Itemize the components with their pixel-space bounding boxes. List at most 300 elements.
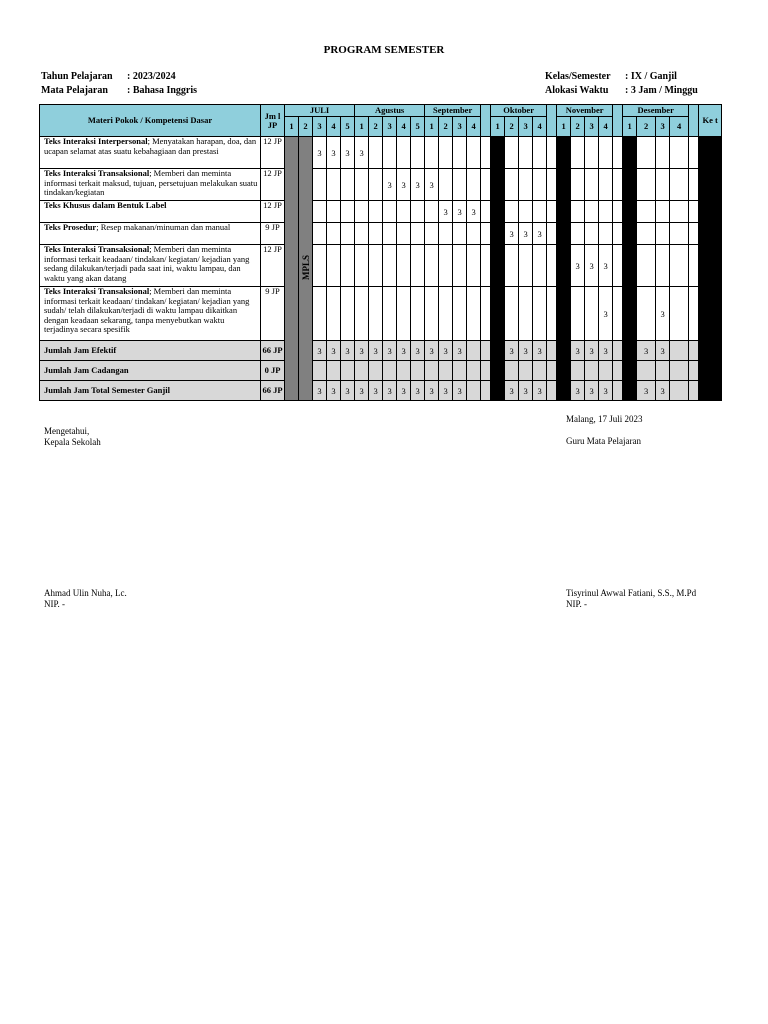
week-cell: 3 — [355, 381, 369, 401]
week-cell — [519, 169, 533, 201]
week-cell — [599, 137, 613, 169]
week-cell — [519, 245, 533, 287]
week-cell — [547, 381, 557, 401]
week-cell — [505, 169, 519, 201]
summary-row — [40, 361, 722, 381]
week-cell — [670, 245, 689, 287]
week-cell — [689, 341, 699, 361]
week-cell — [481, 381, 491, 401]
header-week: 2 — [439, 117, 453, 137]
mpls-block — [299, 137, 313, 401]
week-cell — [327, 287, 341, 341]
week-cell — [453, 169, 467, 201]
footer-left-bottom — [44, 588, 127, 610]
week-cell — [355, 201, 369, 223]
week-cell — [313, 169, 327, 201]
jp-cell: 12 JP — [261, 201, 285, 223]
week-cell — [637, 169, 656, 201]
separator — [491, 137, 505, 401]
week-cell — [481, 341, 491, 361]
week-cell — [313, 245, 327, 287]
week-cell — [613, 361, 623, 381]
week-cell: 3 — [571, 245, 585, 287]
header-week: 4 — [533, 117, 547, 137]
week-cell — [439, 223, 453, 245]
week-cell — [613, 201, 623, 223]
week-cell — [411, 361, 425, 381]
week-cell — [585, 361, 599, 381]
week-cell: 3 — [355, 137, 369, 169]
materi-desc: ; Menyatakan harapan, doa, dan ucapan selamat atas suatu kebahagiaan dan prestasi — [44, 136, 257, 156]
week-cell — [425, 245, 439, 287]
week-cell — [533, 201, 547, 223]
week-cell: 3 — [411, 341, 425, 361]
week-cell — [467, 223, 481, 245]
header-week: 4 — [327, 117, 341, 137]
week-cell: 3 — [327, 341, 341, 361]
week-cell — [656, 245, 670, 287]
week-cell — [656, 137, 670, 169]
week-cell — [425, 137, 439, 169]
week-cell: 3 — [313, 341, 327, 361]
week-cell — [571, 287, 585, 341]
header-week: 3 — [453, 117, 467, 137]
week-cell — [327, 201, 341, 223]
week-cell: 3 — [341, 381, 355, 401]
materi-cell: Jumlah Jam Total Semester Ganjil — [40, 381, 261, 401]
week-cell — [439, 245, 453, 287]
week-cell — [670, 287, 689, 341]
week-cell — [689, 169, 699, 201]
week-cell — [599, 169, 613, 201]
week-cell — [670, 341, 689, 361]
materi-title: Teks Interaksi Transaksional — [44, 244, 150, 254]
footer-left-top — [44, 426, 101, 448]
header-week: 1 — [557, 117, 571, 137]
week-cell — [689, 137, 699, 169]
separator — [699, 137, 722, 401]
week-cell: 3 — [599, 245, 613, 287]
info-label: Tahun Pelajaran — [41, 71, 113, 82]
week-cell — [411, 245, 425, 287]
week-cell — [439, 361, 453, 381]
header-week: 5 — [341, 117, 355, 137]
week-cell — [313, 201, 327, 223]
week-cell — [383, 223, 397, 245]
week-cell — [505, 137, 519, 169]
week-cell — [341, 287, 355, 341]
week-cell — [585, 137, 599, 169]
header-week: 3 — [519, 117, 533, 137]
week-cell — [467, 245, 481, 287]
materi-cell — [40, 245, 261, 287]
week-cell — [689, 381, 699, 401]
week-cell — [369, 223, 383, 245]
materi-desc: ; Memberi dan meminta informasi terkait keadaan/ tindakan/ kegiatan/ kejadian yang sudah/ telah dilakukan/terjadi di waktu lampau dikaitkan dengan keadaan sekarang, tanpa menyebutkan waktu terjadinya secara spesifik — [44, 286, 250, 334]
week-cell — [369, 287, 383, 341]
week-cell — [341, 169, 355, 201]
week-cell — [547, 137, 557, 169]
week-cell — [613, 137, 623, 169]
week-cell — [453, 287, 467, 341]
week-cell: 3 — [599, 381, 613, 401]
week-cell: 3 — [599, 341, 613, 361]
week-cell — [505, 201, 519, 223]
header-week: 5 — [411, 117, 425, 137]
table-row — [40, 287, 722, 341]
header-week: 3 — [383, 117, 397, 137]
week-cell — [439, 137, 453, 169]
materi-cell — [40, 169, 261, 201]
week-cell: 3 — [383, 169, 397, 201]
week-cell — [547, 201, 557, 223]
header-month: Oktober — [491, 105, 547, 117]
week-cell — [656, 223, 670, 245]
week-cell — [327, 223, 341, 245]
week-cell — [481, 287, 491, 341]
week-cell — [383, 201, 397, 223]
header-ket: Ke t — [699, 105, 722, 137]
week-cell — [689, 223, 699, 245]
week-cell — [637, 223, 656, 245]
summary-row — [40, 381, 722, 401]
header-week: 4 — [599, 117, 613, 137]
week-cell — [613, 245, 623, 287]
week-cell — [383, 137, 397, 169]
week-cell — [397, 137, 411, 169]
header-week: 1 — [425, 117, 439, 137]
week-cell — [369, 245, 383, 287]
separator — [613, 105, 623, 137]
materi-title: Teks Khusus dalam Bentuk Label — [44, 200, 167, 210]
jp-cell: 12 JP — [261, 137, 285, 169]
week-cell — [369, 361, 383, 381]
week-cell — [313, 287, 327, 341]
week-cell — [547, 169, 557, 201]
week-cell: 3 — [397, 381, 411, 401]
week-cell — [383, 245, 397, 287]
week-cell — [613, 169, 623, 201]
week-cell: 3 — [533, 381, 547, 401]
week-cell — [481, 201, 491, 223]
week-cell — [533, 137, 547, 169]
header-week: 2 — [505, 117, 519, 137]
week-cell — [425, 287, 439, 341]
week-cell: 3 — [453, 381, 467, 401]
materi-cell — [40, 287, 261, 341]
week-cell — [505, 287, 519, 341]
week-cell: 3 — [439, 381, 453, 401]
info-label: Alokasi Waktu — [545, 85, 609, 96]
week-cell: 3 — [637, 341, 656, 361]
week-cell — [571, 201, 585, 223]
info-left — [39, 69, 199, 99]
week-cell: 3 — [585, 381, 599, 401]
week-cell — [547, 245, 557, 287]
week-cell — [313, 223, 327, 245]
week-cell — [571, 169, 585, 201]
week-cell — [341, 223, 355, 245]
week-cell: 3 — [439, 201, 453, 223]
summary-row — [40, 341, 722, 361]
header-month: Agustus — [355, 105, 425, 117]
info-value: : Bahasa Inggris — [127, 85, 198, 96]
jp-cell: 66 JP — [261, 341, 285, 361]
header-week: 1 — [285, 117, 299, 137]
week-cell — [547, 361, 557, 381]
week-cell — [613, 287, 623, 341]
week-cell — [327, 361, 341, 381]
week-cell: 3 — [467, 201, 481, 223]
week-cell — [689, 245, 699, 287]
week-cell — [355, 245, 369, 287]
week-cell: 3 — [656, 381, 670, 401]
footer-text: Guru Mata Pelajaran — [566, 436, 641, 446]
week-cell — [439, 287, 453, 341]
info-value: : 3 Jam / Minggu — [625, 85, 698, 96]
week-cell: 3 — [453, 201, 467, 223]
mpls-label: MPLS — [300, 254, 311, 280]
week-cell: 3 — [425, 381, 439, 401]
week-cell: 3 — [383, 341, 397, 361]
week-cell: 3 — [425, 169, 439, 201]
jp-cell: 66 JP — [261, 381, 285, 401]
separator — [547, 105, 557, 137]
header-week: 4 — [467, 117, 481, 137]
header-week: 4 — [670, 117, 689, 137]
week-cell: 3 — [313, 137, 327, 169]
week-cell — [656, 169, 670, 201]
info-label: Mata Pelajaran — [41, 85, 108, 96]
header-week: 1 — [355, 117, 369, 137]
week-cell — [533, 361, 547, 381]
week-cell — [637, 201, 656, 223]
week-cell: 3 — [505, 381, 519, 401]
week-cell: 3 — [571, 381, 585, 401]
week-cell: 3 — [369, 381, 383, 401]
week-cell — [341, 361, 355, 381]
header-week: 1 — [491, 117, 505, 137]
week-cell: 3 — [397, 341, 411, 361]
week-cell — [571, 223, 585, 245]
week-cell: 3 — [519, 223, 533, 245]
week-cell: 3 — [411, 381, 425, 401]
week-cell: 3 — [439, 341, 453, 361]
week-cell — [637, 287, 656, 341]
separator — [481, 105, 491, 137]
week-cell — [411, 137, 425, 169]
week-cell: 3 — [453, 341, 467, 361]
week-cell — [670, 137, 689, 169]
separator — [689, 105, 699, 137]
table-row — [40, 137, 722, 169]
week-cell — [519, 137, 533, 169]
week-cell — [585, 201, 599, 223]
week-cell — [481, 169, 491, 201]
week-cell — [397, 245, 411, 287]
materi-desc: ; Memberi dan meminta informasi terkait maksud, tujuan, persetujuan melakukan suatu tindakan/kegiatan — [44, 168, 258, 197]
week-cell: 3 — [599, 287, 613, 341]
materi-cell: Jumlah Jam Efektif — [40, 341, 261, 361]
week-cell — [425, 223, 439, 245]
signatory-nip: NIP. - — [566, 599, 588, 609]
materi-desc: ; Resep makanan/minuman dan manual — [96, 222, 231, 232]
week-cell — [585, 287, 599, 341]
week-cell — [585, 169, 599, 201]
signatory-name: Ahmad Ulin Nuha, Lc. — [44, 588, 127, 598]
week-cell: 3 — [533, 223, 547, 245]
materi-title: Teks Interaksi Transaksional — [44, 286, 150, 296]
week-cell — [481, 137, 491, 169]
week-cell — [383, 361, 397, 381]
week-cell — [670, 381, 689, 401]
week-cell — [453, 223, 467, 245]
week-cell — [481, 245, 491, 287]
week-cell — [547, 223, 557, 245]
jp-cell: 9 JP — [261, 287, 285, 341]
week-cell — [533, 245, 547, 287]
week-cell — [670, 169, 689, 201]
week-cell — [453, 361, 467, 381]
footer-text: Mengetahui, — [44, 426, 90, 436]
header-week: 2 — [369, 117, 383, 137]
week-cell — [411, 201, 425, 223]
week-cell — [533, 169, 547, 201]
footer-right-top — [566, 414, 643, 447]
week-cell — [425, 361, 439, 381]
week-cell — [327, 245, 341, 287]
week-cell: 3 — [505, 341, 519, 361]
signatory-name: Tisyrinul Awwal Fatiani, S.S., M.Pd — [566, 588, 697, 598]
week-cell — [637, 245, 656, 287]
header-month: Desember — [623, 105, 689, 117]
week-cell: 3 — [383, 381, 397, 401]
footer-text: Kepala Sekolah — [44, 437, 101, 447]
week-cell — [355, 169, 369, 201]
jp-cell: 9 JP — [261, 223, 285, 245]
week-cell — [505, 245, 519, 287]
signatory-nip: NIP. - — [44, 599, 66, 609]
week-cell — [439, 169, 453, 201]
header-week: 2 — [299, 117, 313, 137]
week-cell: 3 — [327, 137, 341, 169]
week-cell: 3 — [425, 341, 439, 361]
separator — [557, 137, 571, 401]
header-week: 3 — [585, 117, 599, 137]
materi-cell: Jumlah Jam Cadangan — [40, 361, 261, 381]
materi-title: Teks Interaksi Interpersonal — [44, 136, 148, 146]
info-value: : IX / Ganjil — [625, 71, 677, 82]
week-cell — [369, 201, 383, 223]
week-cell: 3 — [313, 381, 327, 401]
week-cell — [467, 381, 481, 401]
week-cell — [481, 223, 491, 245]
week-cell — [397, 201, 411, 223]
week-cell — [397, 361, 411, 381]
week-cell — [637, 361, 656, 381]
table-row — [40, 169, 722, 201]
week-cell — [467, 169, 481, 201]
header-week: 2 — [571, 117, 585, 137]
week-cell — [519, 287, 533, 341]
week-cell: 3 — [533, 341, 547, 361]
week-cell — [670, 223, 689, 245]
table-row — [40, 223, 722, 245]
week-cell — [327, 169, 341, 201]
footer-right-bottom — [566, 588, 696, 610]
materi-cell — [40, 137, 261, 169]
header-week: 3 — [313, 117, 327, 137]
week-cell: 3 — [519, 381, 533, 401]
header-week: 3 — [656, 117, 670, 137]
week-cell — [689, 201, 699, 223]
page-title: PROGRAM SEMESTER — [323, 44, 445, 56]
week-cell — [585, 223, 599, 245]
week-cell — [355, 287, 369, 341]
week-cell — [467, 137, 481, 169]
materi-title: Teks Interaksi Transaksional — [44, 168, 150, 178]
info-right — [543, 69, 700, 99]
week-cell — [689, 361, 699, 381]
week-cell: 3 — [571, 341, 585, 361]
week-cell: 3 — [656, 287, 670, 341]
week-cell: 3 — [637, 381, 656, 401]
header-month: November — [557, 105, 613, 117]
table-row — [40, 245, 722, 287]
week-cell — [547, 341, 557, 361]
week-cell — [397, 223, 411, 245]
week-cell — [467, 287, 481, 341]
week-cell — [369, 169, 383, 201]
materi-cell — [40, 223, 261, 245]
week-cell: 3 — [397, 169, 411, 201]
week-cell — [547, 287, 557, 341]
week-cell: 3 — [341, 137, 355, 169]
header-week: 2 — [637, 117, 656, 137]
week-cell — [571, 361, 585, 381]
week-cell — [383, 287, 397, 341]
jp-cell: 0 JP — [261, 361, 285, 381]
info-label: Kelas/Semester — [545, 71, 611, 82]
week-cell — [599, 223, 613, 245]
week-cell — [467, 341, 481, 361]
header-materi: Materi Pokok / Kompetensi Dasar — [40, 105, 261, 137]
week-cell: 3 — [355, 341, 369, 361]
mpls-block — [285, 137, 299, 401]
week-cell — [425, 201, 439, 223]
header-jml-jp: Jm l JP — [261, 105, 285, 137]
week-cell — [519, 361, 533, 381]
week-cell — [411, 223, 425, 245]
week-cell — [453, 245, 467, 287]
week-cell — [505, 361, 519, 381]
semester-table — [39, 104, 722, 401]
separator — [623, 137, 637, 401]
week-cell: 3 — [505, 223, 519, 245]
week-cell: 3 — [341, 341, 355, 361]
week-cell — [467, 361, 481, 381]
header-week: 4 — [397, 117, 411, 137]
week-cell: 3 — [585, 341, 599, 361]
week-cell — [369, 137, 383, 169]
week-cell — [670, 361, 689, 381]
week-cell — [355, 361, 369, 381]
header-month: September — [425, 105, 481, 117]
week-cell — [453, 137, 467, 169]
week-cell: 3 — [369, 341, 383, 361]
table-row — [40, 201, 722, 223]
week-cell — [613, 223, 623, 245]
